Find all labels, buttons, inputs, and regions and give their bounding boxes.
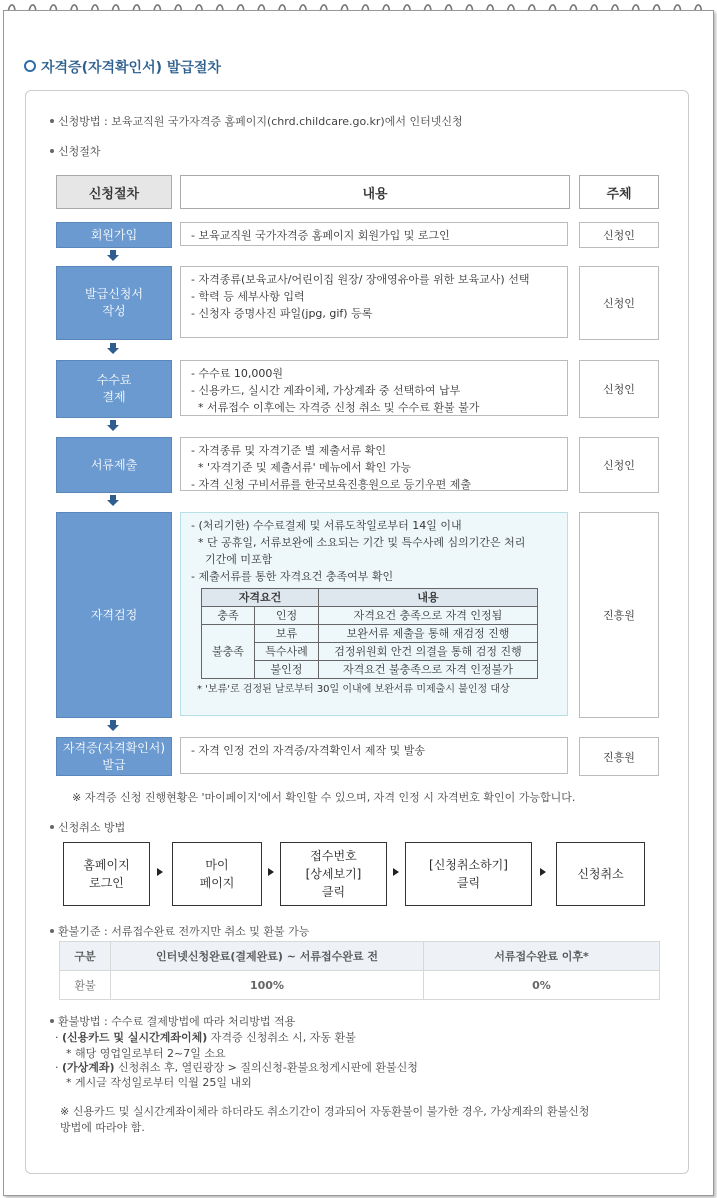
down-arrow-icon <box>107 495 119 507</box>
step-subject-1: 신청인 <box>579 266 659 340</box>
right-arrow-icon <box>540 868 546 876</box>
qual-content: 보완서류 제출을 통해 재검정 진행 <box>319 625 538 643</box>
header-content: 내용 <box>180 175 570 209</box>
refund-header-type: 구분 <box>60 942 111 971</box>
status-note: ※ 자격증 신청 진행현황은 '마이페이지'에서 확인할 수 있으며, 자격 인정 시 자격번호 확인이 가능합니다. <box>72 791 576 804</box>
procedure-label: 신청절차 <box>50 143 101 159</box>
qual-header-req: 자격요건 <box>202 589 319 607</box>
cancel-step-2: 접수번호 [상세보기] 클릭 <box>280 842 387 906</box>
step-label-5: 자격증(자격확인서) 발급 <box>56 737 172 776</box>
down-arrow-icon <box>107 343 119 355</box>
qual-status: 인정 <box>255 607 319 625</box>
step-line: - 제출서류를 통한 자격요건 충족여부 확인 <box>191 570 394 583</box>
step-subject-5: 진흥원 <box>579 737 659 776</box>
final-note-line-1: ※ 신용카드 및 실시간계좌이체라 하더라도 취소기간이 경과되어 자동환불이 불가한 경우, 가상계좌의 환불신청 <box>60 1105 590 1118</box>
refund-virtual: · (가상계좌) 신청취소 후, 열린광장 > 질의신청-환불요청게시판에 환불신청 <box>55 1061 418 1074</box>
qual-status: 불인정 <box>255 661 319 679</box>
down-arrow-icon <box>107 420 119 432</box>
step-line: - 수수료 10,000원 <box>191 367 283 380</box>
refund-row-before: 100% <box>111 971 424 1000</box>
step-content-0 <box>180 222 568 246</box>
step-content-2 <box>180 360 568 416</box>
step-line: - 신용카드, 실시간 계좌이체, 가상계좌 중 선택하여 납부 <box>191 384 461 397</box>
header-step: 신청절차 <box>56 175 172 209</box>
down-arrow-icon <box>107 720 119 732</box>
refund-virtual-note: * 게시글 작성일로부터 익월 25일 내외 <box>66 1076 252 1089</box>
qual-header-content: 내용 <box>319 589 538 607</box>
step-line: - 자격종류(보육교사/어린이집 원장/ 장애영유아를 위한 보육교사) 선택 <box>191 273 530 286</box>
refund-table <box>59 941 660 1000</box>
refund-row-type: 환불 <box>60 971 111 1000</box>
right-arrow-icon <box>393 868 399 876</box>
cancel-step-3: [신청취소하기] 클릭 <box>405 842 532 906</box>
right-arrow-icon <box>157 868 163 876</box>
qual-note: * '보류'로 검정된 날로부터 30일 이내에 보완서류 미제출시 불인정 대상 <box>197 684 510 695</box>
cancel-step-4: 신청취소 <box>556 842 645 906</box>
step-line: * 서류접수 이후에는 자격증 신청 취소 및 수수료 환불 불가 <box>191 401 480 414</box>
step-line: - 자격 인정 건의 자격증/자격확인서 제작 및 발송 <box>191 744 426 757</box>
step-line: - (처리기한) 수수료결제 및 서류도착일로부터 14일 이내 <box>191 519 462 532</box>
cancel-step-1: 마이 페이지 <box>172 842 262 906</box>
down-arrow-icon <box>107 250 119 262</box>
refund-header-before: 인터넷신청완료(결제완료) ~ 서류접수완료 전 <box>111 942 424 971</box>
refund-method: 환불방법 : 수수료 결제방법에 따라 처리방법 적용 <box>50 1013 295 1029</box>
qual-status: 보류 <box>255 625 319 643</box>
qual-content: 자격요건 충족으로 자격 인정됨 <box>319 607 538 625</box>
circle-bullet-icon <box>24 60 36 72</box>
refund-header-after: 서류접수완료 이후* <box>424 942 660 971</box>
step-content-3 <box>180 437 568 491</box>
page-title: 자격증(자격확인서) 발급절차 <box>24 57 221 77</box>
step-line: - 신청자 증명사진 파일(jpg, gif) 등록 <box>191 307 373 320</box>
refund-card-note: * 해당 영업일로부터 2~7일 소요 <box>66 1047 226 1060</box>
step-content-1 <box>180 266 568 338</box>
step-label-0: 회원가입 <box>56 222 172 248</box>
step-label-3: 서류제출 <box>56 437 172 493</box>
right-arrow-icon <box>268 868 274 876</box>
step-subject-2: 신청인 <box>579 360 659 418</box>
refund-card: · (신용카드 및 실시간계좌이체) 자격증 신청취소 시, 자동 환불 <box>55 1031 356 1044</box>
final-note-line-2: 방법에 따라야 함. <box>60 1121 145 1134</box>
qual-status: 특수사례 <box>255 643 319 661</box>
header-subject: 주체 <box>579 175 659 209</box>
step-label-2: 수수료 결제 <box>56 360 172 418</box>
step-content-5 <box>180 737 568 774</box>
qual-content: 자격요건 불충족으로 자격 인정불가 <box>319 661 538 679</box>
step-line: * '자격기준 및 제출서류' 메뉴에서 확인 가능 <box>191 461 412 474</box>
step-line: - 자격 신청 구비서류를 한국보육진흥원으로 등기우편 제출 <box>191 478 471 491</box>
step-line: * 단 공휴일, 서류보완에 소요되는 기간 및 특수사례 심의기간은 처리 <box>191 536 526 549</box>
qual-group: 충족 <box>202 607 255 625</box>
qualification-table <box>201 588 538 679</box>
qual-group: 불충족 <box>202 625 255 679</box>
cancel-step-0: 홈페이지 로그인 <box>63 842 150 906</box>
step-line: - 자격종류 및 자격기준 별 제출서류 확인 <box>191 444 386 457</box>
step-label-1: 발급신청서 작성 <box>56 266 172 340</box>
step-line: 기간에 미포함 <box>191 553 273 566</box>
step-subject-0: 신청인 <box>579 222 659 248</box>
refund-row-after: 0% <box>424 971 660 1000</box>
refund-rule: 환불기준 : 서류접수완료 전까지만 취소 및 환불 가능 <box>50 923 309 939</box>
step-line: - 보육교직원 국가자격증 홈페이지 회원가입 및 로그인 <box>191 229 450 242</box>
qual-content: 검정위원회 안건 의결을 통해 검정 진행 <box>319 643 538 661</box>
apply-method: 신청방법 : 보육교직원 국가자격증 홈페이지(chrd.childcare.go.kr)에서 인터넷신청 <box>50 113 463 129</box>
step-subject-4: 진흥원 <box>579 512 659 718</box>
step-line: - 학력 등 세부사항 입력 <box>191 290 305 303</box>
cancel-label: 신청취소 방법 <box>50 819 125 835</box>
step-content-4 <box>180 512 568 716</box>
step-subject-3: 신청인 <box>579 437 659 493</box>
step-label-4: 자격검정 <box>56 512 172 718</box>
